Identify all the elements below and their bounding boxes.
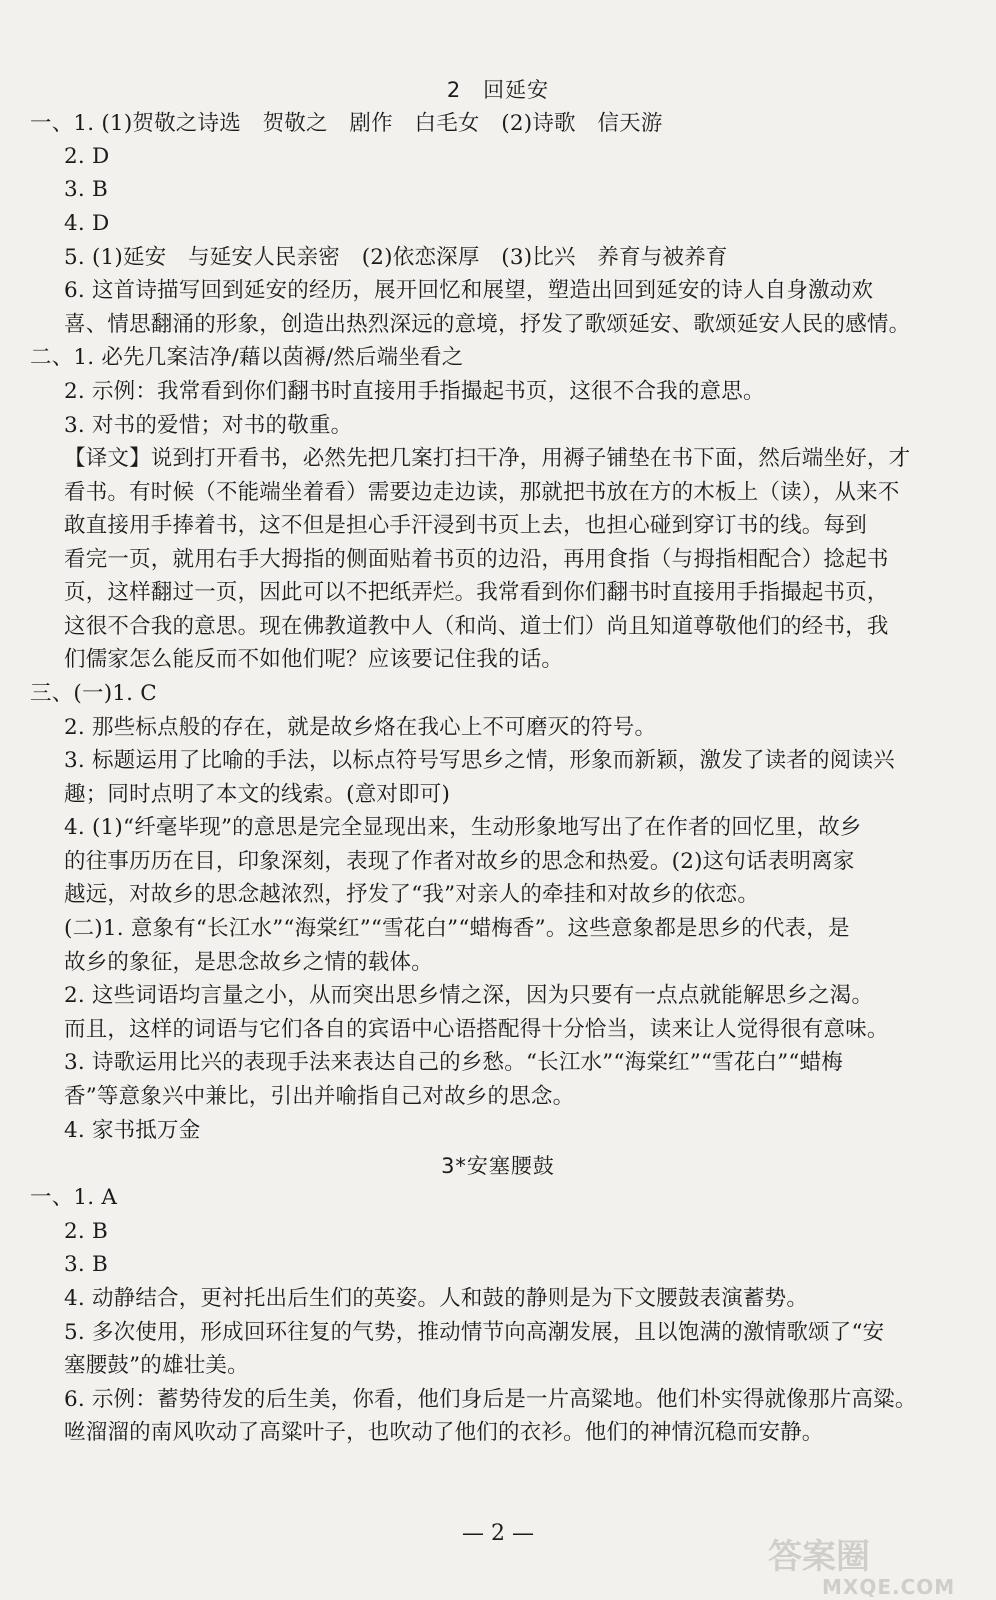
- answer-line: 4. D: [64, 211, 110, 236]
- answer-line: 3. 对书的爱惜；对书的敬重。: [64, 413, 353, 438]
- answer-line: 故乡的象征，是思念故乡之情的载体。: [64, 950, 433, 975]
- translation-line: 们儒家怎么能反而不如他们呢？应该要记住我的话。: [64, 647, 564, 672]
- answer-line: 喜、情思翻涌的形象，创造出热烈深远的意境，抒发了歌颂延安、歌颂延安人民的感情。: [64, 312, 911, 337]
- translation-line: 敢直接用手捧着书，这不但是担心手汗浸到书页上去，也担心碰到穿订书的线。每到: [64, 513, 867, 538]
- answer-line: 5. (1)延安 与延安人民亲密 (2)依恋深厚 (3)比兴 养育与被养育: [64, 245, 728, 270]
- answer-line: 咝溜溜的南风吹动了高粱叶子，也吹动了他们的衣衫。他们的神情沉稳而安静。: [64, 1420, 824, 1445]
- answer-line: 2. 那些标点般的存在，就是故乡烙在我心上不可磨灭的符号。: [64, 715, 657, 740]
- answer-line: 2. B: [64, 1219, 108, 1244]
- answer-line: 而且，这样的词语与它们各自的宾语中心语搭配得十分恰当，读来让人觉得很有意味。: [64, 1017, 889, 1042]
- answer-line: 4. 家书抵万金: [64, 1118, 201, 1143]
- translation-line: 这很不合我的意思。现在佛教道教中人（和尚、道士们）尚且知道尊敬他们的经书，我: [64, 614, 889, 639]
- answer-line: 香”等意象兴中兼比，引出并喻指自己对故乡的思念。: [64, 1084, 575, 1109]
- answer-line: (二)1. 意象有“长江水”“海棠红”“雪花白”“蜡梅香”。这些意象都是思乡的代表，是: [64, 916, 850, 941]
- answer-line: 4. (1)“纤毫毕现”的意思是完全显现出来，生动形象地写出了在作者的回忆里，故乡: [64, 815, 862, 840]
- answer-line: 二、1. 必先几案洁净/藉以茵褥/然后端坐看之: [30, 345, 464, 370]
- answer-line: 6. 这首诗描写回到延安的经历，展开回忆和展望，塑造出回到延安的诗人自身激动欢: [64, 278, 874, 303]
- answer-line: 的往事历历在目，印象深刻，表现了作者对故乡的思念和热爱。(2)这句话表明离家: [64, 849, 855, 874]
- answer-line: 3. 标题运用了比喻的手法，以标点符号写思乡之情，形象而新颖，激发了读者的阅读兴: [64, 748, 895, 773]
- answer-line: 三、(一)1. C: [30, 681, 157, 706]
- page-number: — 2 —: [462, 1521, 534, 1546]
- answer-line: 一、1. A: [30, 1185, 118, 1210]
- watermark-url-text: MXQE.COM: [822, 1575, 956, 1598]
- answer-line: 2. D: [64, 144, 110, 169]
- translation-line: 页，这样翻过一页，因此可以不把纸弄烂。我常看到你们翻书时直接用手指撮起书页，: [64, 580, 889, 605]
- answer-line: 3. B: [64, 177, 108, 202]
- answer-line: 3. B: [64, 1252, 108, 1277]
- answer-line: 趣；同时点明了本文的线索。(意对即可): [64, 782, 451, 807]
- section-title-hui-yanan: 2 回延安: [446, 78, 550, 102]
- translation-line: 【译文】说到打开看书，必然先把几案打扫干净，用褥子铺垫在书下面，然后端坐好，才: [64, 446, 911, 471]
- answer-line: 塞腰鼓”的雄壮美。: [64, 1353, 249, 1378]
- answer-line: 2. 这些词语均言量之小，从而突出思乡情之深，因为只要有一点点就能解思乡之渴。: [64, 983, 874, 1008]
- answer-line: 2. 示例：我常看到你们翻书时直接用手指撮起书页，这很不合我的意思。: [64, 379, 765, 404]
- answer-line: 5. 多次使用，形成回环往复的气势，推动情节向高潮发展，且以饱满的激情歌颂了“安: [64, 1320, 885, 1345]
- translation-line: 看完一页，就用右手大拇指的侧面贴着书页的边沿，再用食指（与拇指相配合）捻起书: [64, 547, 889, 572]
- section-title-ansai-yaogu: 3*安塞腰鼓: [441, 1154, 555, 1178]
- answer-line: 一、1. (1)贺敬之诗选 贺敬之 剧作 白毛女 (2)诗歌 信天游: [30, 111, 663, 136]
- answer-line: 6. 示例：蓄势待发的后生美，你看，他们身后是一片高粱地。他们朴实得就像那片高粱。: [64, 1387, 917, 1412]
- answer-line: 4. 动静结合，更衬托出后生们的英姿。人和鼓的静则是为下文腰鼓表演蓄势。: [64, 1286, 809, 1311]
- watermark-logo: [762, 1530, 982, 1598]
- answer-line: 越远，对故乡的思念越浓烈，抒发了“我”对亲人的牵挂和对故乡的依恋。: [64, 882, 760, 907]
- answer-line: 3. 诗歌运用比兴的表现手法来表达自己的乡愁。“长江水”“海棠红”“雪花白”“蜡梅: [64, 1050, 843, 1075]
- watermark-logo-text: 答案圈: [768, 1537, 870, 1577]
- translation-line: 看书。有时候（不能端坐着看）需要边走边读，那就把书放在方的木板上（读），从来不: [64, 480, 900, 505]
